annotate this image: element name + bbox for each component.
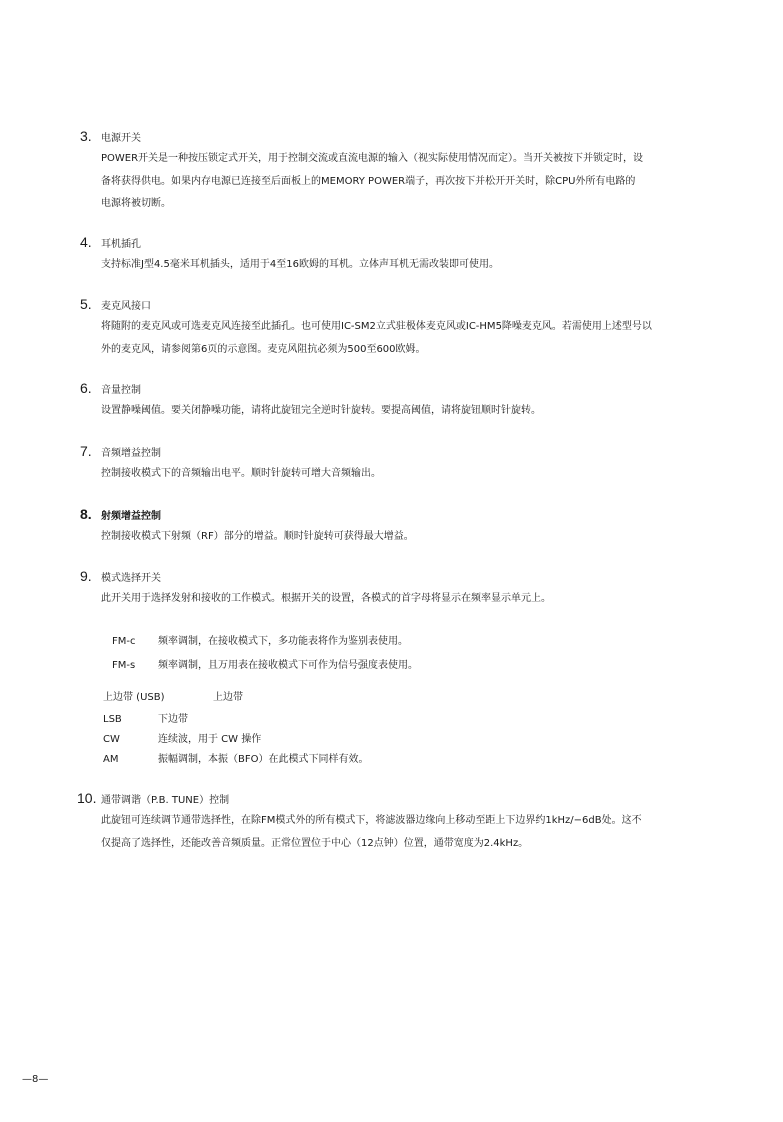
section-title: 耳机插孔 — [101, 239, 141, 250]
mode-desc: 频率调制，且万用表在接收模式下可作为信号强度表使用。 — [158, 660, 418, 671]
section-title: 麦克风接口 — [101, 301, 151, 312]
section-rf-gain — [80, 506, 700, 549]
section-number: 4. — [80, 234, 92, 250]
mode-code: 上边带 (USB) — [103, 692, 165, 703]
section-number: 9. — [80, 568, 92, 584]
section-headphone-jack — [80, 234, 700, 277]
mode-row — [112, 632, 408, 647]
section-title: 音频增益控制 — [101, 448, 161, 459]
mode-code: AM — [103, 754, 119, 765]
body-line: 设置静噪阈值。要关闭静噪功能，请将此旋钮完全逆时针旋转。要提高阈值，请将旋钮顺时针旋转。 — [101, 405, 541, 416]
section-number: 7. — [80, 443, 92, 459]
mode-row — [103, 688, 243, 703]
page-number: —8— — [22, 1074, 49, 1085]
mode-code: FM-c — [112, 636, 136, 647]
mode-row — [103, 730, 261, 745]
body-line: 外的麦克风，请参阅第6页的示意图。麦克风阻抗必须为500至600欧姆。 — [101, 343, 426, 355]
section-title: 通带调谐（P.B. TUNE）控制 — [101, 795, 230, 806]
body-line: 支持标准J型4.5毫米耳机插头，适用于4至16欧姆的耳机。立体声耳机无需改装即可使用。 — [101, 259, 499, 270]
body-line: 控制接收模式下射频（RF）部分的增益。顺时针旋转可获得最大增益。 — [101, 531, 414, 542]
section-mic-connector — [80, 296, 700, 361]
mode-desc: 上边带 — [213, 692, 243, 703]
section-number: 10. — [77, 790, 97, 806]
section-power-switch — [80, 128, 700, 216]
section-title: 射频增益控制 — [101, 511, 161, 522]
mode-desc: 振幅调制，本振（BFO）在此模式下同样有效。 — [158, 754, 369, 765]
section-number: 3. — [80, 128, 92, 144]
body-line: 此旋钮可连续调节通带选择性，在除FM模式外的所有模式下，将滤波器边缘向上移动至距上下边界约1kHz/−6dB处。这不 — [101, 815, 642, 826]
section-title: 模式选择开关 — [101, 573, 161, 584]
section-number: 6. — [80, 380, 92, 396]
body-line: 控制接收模式下的音频输出电平。顺时针旋转可增大音频输出。 — [101, 468, 381, 479]
body-line: POWER开关是一种按压锁定式开关，用于控制交流或直流电源的输入（视实际使用情况而定）。当开关被按下并锁定时，设 — [101, 153, 644, 164]
body-line: 此开关用于选择发射和接收的工作模式。根据开关的设置，各模式的首字母将显示在频率显示单元上。 — [101, 593, 551, 604]
section-volume-control — [80, 380, 700, 423]
body-line: 电源将被切断。 — [101, 198, 171, 209]
mode-desc: 连续波，用于 CW 操作 — [158, 734, 262, 745]
mode-row — [103, 750, 368, 765]
mode-desc: 频率调制，在接收模式下，多功能表将作为鉴别表使用。 — [158, 636, 408, 647]
mode-code: FM-s — [112, 660, 136, 671]
section-mode-switch — [80, 568, 700, 611]
section-number: 8. — [80, 506, 92, 522]
body-line: 备将获得供电。如果内存电源已连接至后面板上的MEMORY POWER端子，再次按下并松开开关时，除CPU外所有电路的 — [101, 175, 636, 187]
section-af-gain — [80, 443, 700, 486]
body-line: 将随附的麦克风或可选麦克风连接至此插孔。也可使用IC-SM2立式驻极体麦克风或IC-HM5降噪麦克风。若需使用上述型号以 — [101, 321, 652, 332]
mode-code: LSB — [103, 714, 122, 725]
section-number: 5. — [80, 296, 92, 312]
section-title: 电源开关 — [101, 133, 141, 144]
section-pbt-control — [77, 790, 697, 855]
mode-code: CW — [103, 734, 120, 745]
mode-row — [112, 656, 418, 671]
section-title: 音量控制 — [101, 385, 141, 396]
body-line: 仅提高了选择性，还能改善音频质量。正常位置位于中心（12点钟）位置，通带宽度为2.4kHz。 — [101, 837, 529, 849]
mode-row — [103, 710, 188, 725]
mode-desc: 下边带 — [158, 714, 188, 725]
